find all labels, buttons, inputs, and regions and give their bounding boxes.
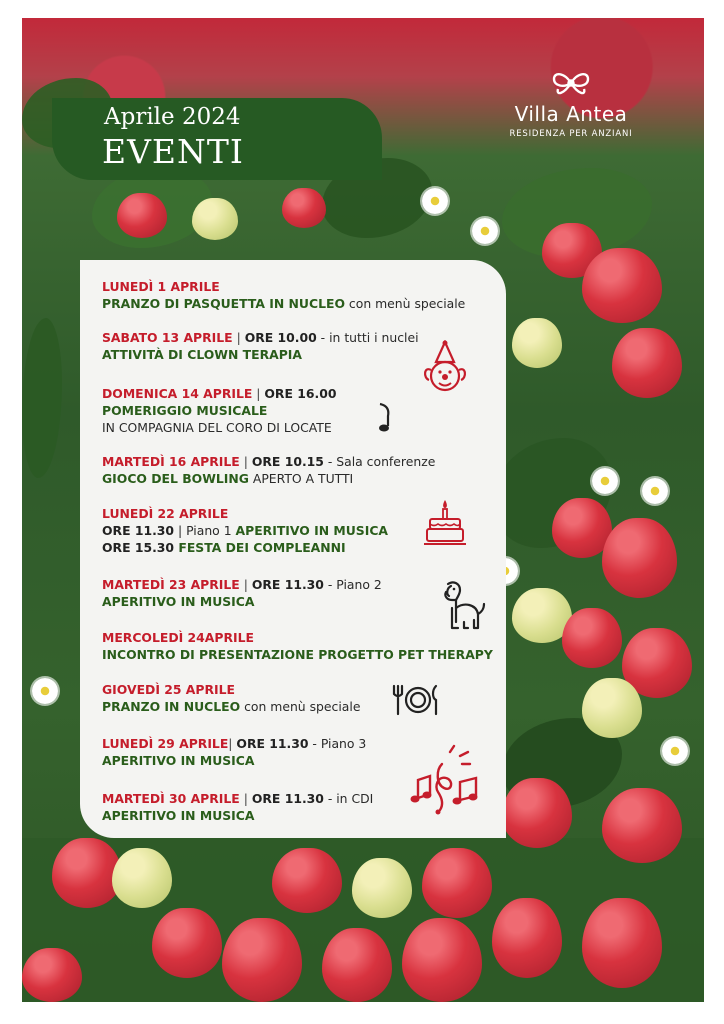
event-date: DOMENICA 14 APRILE	[102, 386, 253, 401]
strawberry-decoration	[582, 248, 662, 323]
event-time: ORE 11.30	[102, 523, 175, 538]
strawberry-decoration	[192, 198, 238, 240]
event-item	[102, 576, 382, 610]
strawberry-decoration	[422, 848, 492, 918]
event-item	[102, 505, 388, 556]
flower-decoration	[642, 478, 668, 504]
event-time: ORE 10.15	[251, 454, 324, 469]
event-title: PRANZO DI PASQUETTA IN NUCLEO	[102, 296, 345, 311]
flower-decoration	[662, 738, 688, 764]
separator: |	[252, 386, 265, 401]
strawberry-decoration	[582, 898, 662, 988]
brand-subtitle: RESIDENZA PER ANZIANI	[509, 129, 633, 139]
event-date: MARTEDÌ 16 APRILE	[102, 454, 240, 469]
strawberry-decoration	[222, 918, 302, 1002]
event-title: GIOCO DEL BOWLING	[102, 471, 249, 486]
event-time: ORE 11.30	[251, 791, 324, 806]
strawberry-decoration	[322, 928, 392, 1002]
event-place: | Piano 1	[174, 523, 236, 538]
event-note: con menù speciale	[344, 296, 466, 311]
strawberry-decoration	[112, 848, 172, 908]
event-item	[102, 681, 360, 715]
music-note-icon	[376, 400, 394, 434]
strawberry-decoration	[602, 788, 682, 863]
flower-decoration	[472, 218, 498, 244]
page-title: EVENTI	[102, 132, 244, 171]
event-place: - in CDI	[323, 791, 374, 806]
event-title: APERITIVO IN MUSICA	[102, 808, 255, 823]
event-title: ATTIVITÀ DI CLOWN TERAPIA	[102, 347, 302, 362]
event-note: con menù speciale	[240, 699, 361, 714]
event-time: ORE 11.30	[236, 736, 309, 751]
event-date: LUNEDÌ 1 APRILE	[102, 279, 220, 294]
event-place: - Piano 2	[323, 577, 382, 592]
birthday-cake-icon	[424, 498, 466, 550]
strawberry-decoration	[52, 838, 122, 908]
brand-name: Villa Antea	[514, 102, 628, 126]
flower-decoration	[592, 468, 618, 494]
event-title: APERITIVO IN MUSICA	[102, 753, 255, 768]
event-time: ORE 15.30	[102, 540, 175, 555]
music-notes-icon	[406, 744, 488, 820]
strawberry-decoration	[612, 328, 682, 398]
brand-logo	[496, 66, 646, 139]
separator: |	[239, 454, 252, 469]
strawberry-decoration	[602, 518, 677, 598]
event-title: APERITIVO IN MUSICA	[102, 594, 255, 609]
event-date: MARTEDÌ 30 APRILE	[102, 791, 240, 806]
strawberry-decoration	[582, 678, 642, 738]
strawberry-decoration	[272, 848, 342, 913]
separator: |	[232, 330, 245, 345]
event-item	[102, 385, 336, 436]
event-title: APERITIVO IN MUSICA	[235, 523, 388, 538]
event-title: FESTA DEI COMPLEANNI	[174, 540, 346, 555]
separator: |	[239, 577, 252, 592]
strawberry-decoration	[492, 898, 562, 978]
event-item	[102, 453, 435, 487]
flower-decoration	[422, 188, 448, 214]
separator: |	[228, 736, 237, 751]
event-date: SABATO 13 APRILE	[102, 330, 233, 345]
strawberry-decoration	[22, 948, 82, 1002]
poster-background	[22, 18, 704, 1002]
cutlery-plate-icon	[390, 682, 440, 718]
strawberry-decoration	[117, 193, 167, 238]
title-banner	[52, 98, 382, 180]
event-title: INCONTRO DI PRESENTAZIONE PROGETTO PET THERAPY	[102, 647, 493, 662]
event-item	[102, 278, 465, 312]
strawberry-decoration	[402, 918, 482, 1002]
strawberry-decoration	[352, 858, 412, 918]
separator: |	[239, 791, 252, 806]
flower-decoration	[32, 678, 58, 704]
event-date: LUNEDÌ 29 APRILE	[102, 736, 229, 751]
event-place: - Piano 3	[308, 736, 367, 751]
villa-antea-logo-icon	[550, 66, 592, 100]
event-note: APERTO A TUTTI	[248, 471, 354, 486]
event-detail: IN COMPAGNIA DEL CORO DI LOCATE	[102, 420, 332, 435]
title-month: Aprile 2024	[104, 104, 241, 130]
event-title: POMERIGGIO MUSICALE	[102, 403, 268, 418]
strawberry-decoration	[152, 908, 222, 978]
strawberry-decoration	[562, 608, 622, 668]
event-place: - in tutti i nuclei	[316, 330, 419, 345]
event-time: ORE 16.00	[264, 386, 337, 401]
strawberry-decoration	[512, 318, 562, 368]
event-date: LUNEDÌ 22 APRILE	[102, 506, 229, 521]
event-time: ORE 11.30	[251, 577, 324, 592]
dog-icon	[438, 578, 490, 634]
strawberry-decoration	[282, 188, 326, 228]
event-date: GIOVEDÌ 25 APRILE	[102, 682, 235, 697]
event-item	[102, 790, 373, 824]
event-title: PRANZO IN NUCLEO	[102, 699, 241, 714]
event-date: MARTEDÌ 23 APRILE	[102, 577, 240, 592]
event-time: ORE 10.00	[244, 330, 317, 345]
event-date: MERCOLEDÌ 24APRILE	[102, 630, 254, 645]
event-item	[102, 629, 493, 663]
leaf-decoration	[22, 318, 62, 478]
event-place: - Sala conferenze	[323, 454, 436, 469]
strawberry-decoration	[502, 778, 572, 848]
events-panel	[80, 260, 506, 838]
clown-icon	[420, 340, 470, 396]
event-item	[102, 329, 419, 363]
event-item	[102, 735, 366, 769]
